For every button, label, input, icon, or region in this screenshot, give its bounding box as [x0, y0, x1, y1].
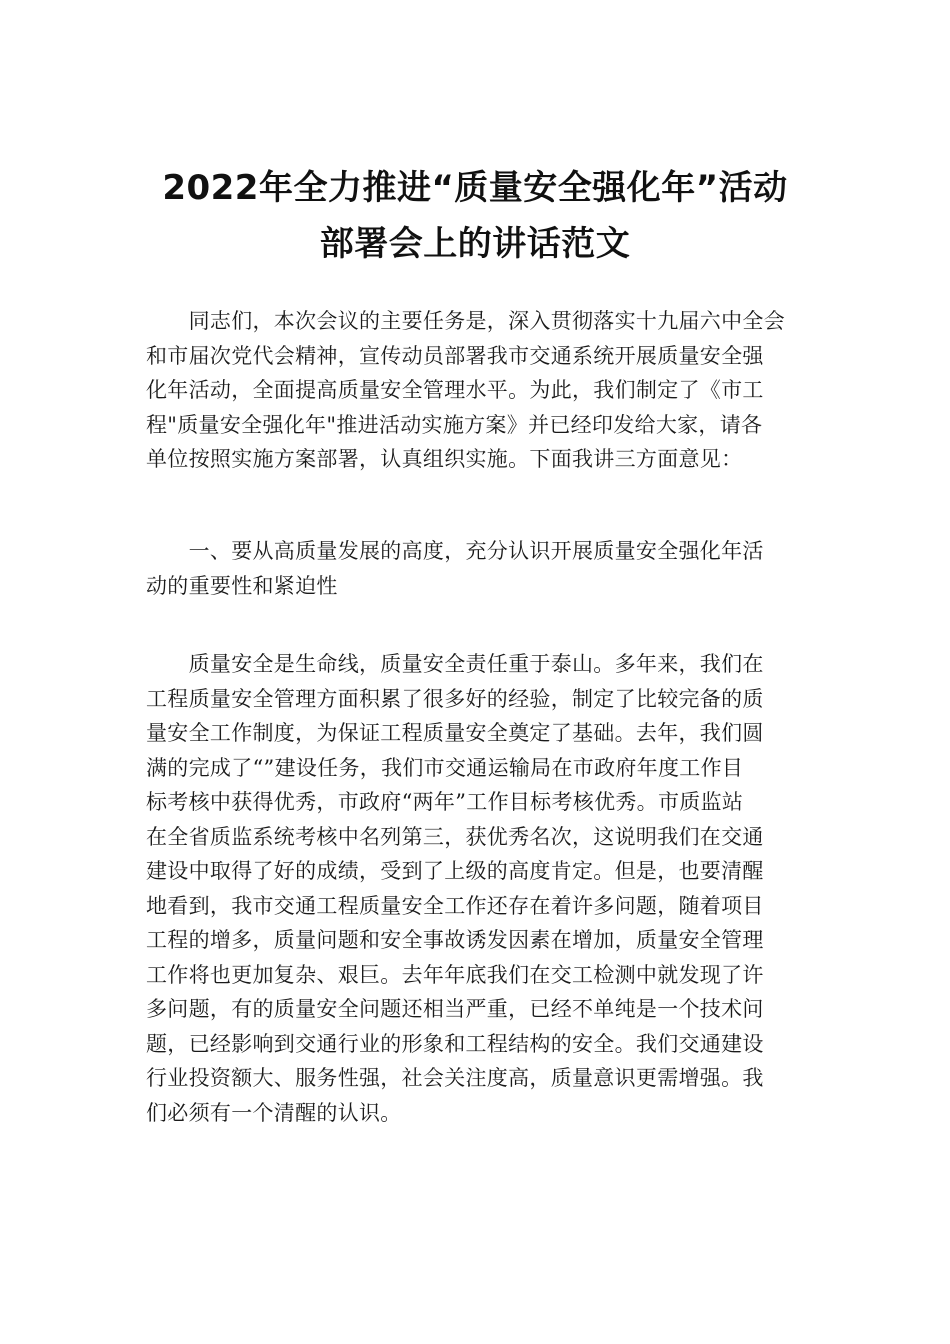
- section-1-paragraph: [146, 647, 806, 1130]
- body-line: 题，已经影响到交通行业的形象和工程结构的安全。我们交通建设: [146, 1031, 764, 1056]
- section-heading-line: 动的重要性和紧迫性: [146, 573, 338, 598]
- intro-line: 单位按照实施方案部署，认真组织实施。下面我讲三方面意见：: [146, 447, 743, 471]
- body-line: 质量安全是生命线，质量安全责任重于泰山。多年来，我们在: [146, 652, 764, 676]
- body-line: 满的完成了“”建设任务，我们市交通运输局在市政府年度工作目: [146, 755, 744, 780]
- intro-paragraph: [146, 304, 806, 477]
- section-heading-line: 一、要从高质量发展的高度，充分认识开展质量安全强化年活: [146, 539, 764, 563]
- intro-line: 和市届次党代会精神，宣传动员部署我市交通系统开展质量安全强: [146, 343, 764, 368]
- body-line: 地看到，我市交通工程质量安全工作还存在着许多问题，随着项目: [146, 893, 764, 918]
- body-line: 工作将也更加复杂、艰巨。去年年底我们在交工检测中就发现了许: [146, 962, 764, 987]
- body-line: 多问题，有的质量安全问题还相当严重，已经不单纯是一个技术问: [146, 997, 764, 1021]
- body-line: 工程的增多，质量问题和安全事故诱发因素在增加，质量安全管理: [146, 928, 764, 952]
- body-line: 量安全工作制度，为保证工程质量安全奠定了基础。去年，我们圆: [146, 721, 764, 745]
- intro-line: 同志们，本次会议的主要任务是，深入贯彻落实十九届六中全会: [146, 309, 785, 333]
- body-line: 建设中取得了好的成绩，受到了上级的高度肯定。但是，也要清醒: [146, 859, 764, 883]
- body-line: 行业投资额大、服务性强，社会关注度高，质量意识更需增强。我: [146, 1066, 764, 1090]
- title-line-2: 部署会上的讲话范文: [319, 224, 631, 264]
- section-1-heading: [146, 534, 806, 603]
- title-line-1: 2022年全力推进“质量安全强化年”活动: [162, 168, 788, 208]
- body-line: 在全省质监系统考核中名列第三，获优秀名次，这说明我们在交通: [146, 824, 764, 849]
- body-line: 标考核中获得优秀，市政府“两年”工作目标考核优秀。市质监站: [146, 790, 744, 814]
- document-title: [0, 160, 950, 272]
- body-line: 工程质量安全管理方面积累了很多好的经验，制定了比较完备的质: [146, 686, 764, 711]
- intro-line: 化年活动，全面提高质量安全管理水平。为此，我们制定了《市工: [146, 378, 764, 402]
- body-line: 们必须有一个清醒的认识。: [146, 1100, 402, 1125]
- intro-line: 程"质量安全强化年"推进活动实施方案》并已经印发给大家，请各: [146, 412, 763, 437]
